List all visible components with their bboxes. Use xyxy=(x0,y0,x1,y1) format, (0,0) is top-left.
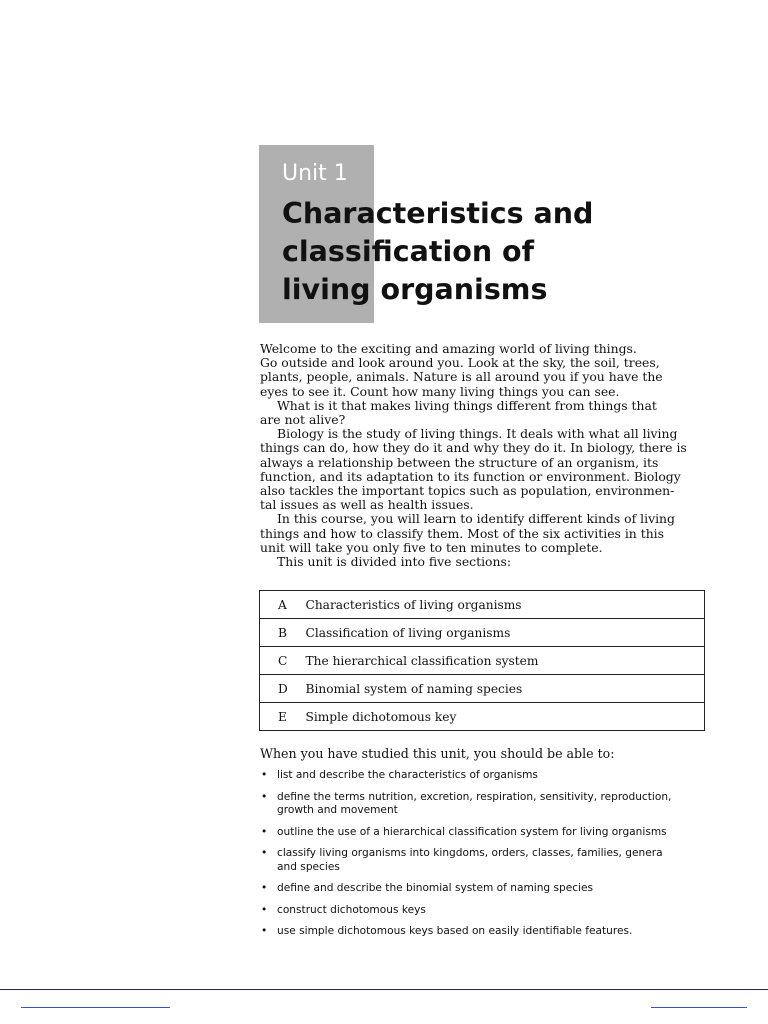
objective-line: growth and movement xyxy=(277,804,398,816)
intro-line: function, and its adaptation to its function or environment. Biology xyxy=(260,468,681,484)
section-title: The hierarchical classification system xyxy=(306,647,705,675)
section-title: Binomial system of naming species xyxy=(306,675,705,703)
intro-line: Biology is the study of living things. It deals with what all living xyxy=(277,426,678,442)
intro-line: tal issues as well as health issues. xyxy=(260,497,474,513)
intro-line: Go outside and look around you. Look at the sky, the soil, trees, xyxy=(260,355,660,371)
objective-item xyxy=(260,925,700,939)
intro-line: plants, people, animals. Nature is all around you if you have the xyxy=(260,369,663,385)
footer-link-left[interactable] xyxy=(21,1007,170,1008)
intro-paragraph xyxy=(260,555,700,569)
objective-line: classify living organisms into kingdoms, orders, classes, families, genera xyxy=(277,847,663,859)
unit-title-line: living organisms xyxy=(282,273,548,306)
intro-line: things and how to classify them. Most of the six activities in this xyxy=(260,525,664,541)
intro-line: In this course, you will learn to identify different kinds of living xyxy=(277,511,675,527)
objective-line: use simple dichotomous keys based on easily identifiable features. xyxy=(277,925,633,937)
intro-line: eyes to see it. Count how many living things you can see. xyxy=(260,383,620,399)
unit-label: Unit 1 xyxy=(282,161,348,186)
intro-line: also tackles the important topics such as population, environmen- xyxy=(260,483,675,499)
sections-table xyxy=(259,590,705,731)
intro-line: Welcome to the exciting and amazing world of living things. xyxy=(260,341,637,356)
unit-title xyxy=(282,195,593,309)
intro-line: things can do, how they do it and why they do it. In biology, there is xyxy=(260,440,687,456)
intro-line: always a relationship between the structure of an organism, its xyxy=(260,454,659,470)
section-letter: B xyxy=(260,619,306,647)
intro-paragraph xyxy=(260,427,700,512)
objective-item xyxy=(260,882,700,896)
objectives-list xyxy=(260,769,700,947)
section-letter: A xyxy=(260,591,306,619)
intro-paragraph xyxy=(260,512,700,555)
objective-line: construct dichotomous keys xyxy=(277,903,426,916)
objective-item xyxy=(260,769,700,783)
intro-paragraph xyxy=(260,399,700,427)
objective-line: list and describe the characteristics of organisms xyxy=(277,769,538,781)
objective-item xyxy=(260,826,700,840)
section-row xyxy=(260,675,705,703)
intro-paragraph xyxy=(260,342,700,399)
intro-line: What is it that makes living things different from things that xyxy=(277,397,657,413)
section-title: Characteristics of living organisms xyxy=(306,591,705,619)
objective-line: outline the use of a hierarchical classification system for living organisms xyxy=(277,825,667,838)
objectives-lead: When you have studied this unit, you should be able to: xyxy=(260,746,615,761)
unit-title-line: classification of xyxy=(282,235,535,268)
unit-title-line: Characteristics and xyxy=(282,197,594,230)
intro-text xyxy=(260,342,700,569)
objective-line: define and describe the binomial system of naming species xyxy=(277,882,594,894)
section-row xyxy=(260,703,705,731)
intro-line: unit will take you only five to ten minutes to complete. xyxy=(260,539,603,555)
objective-item xyxy=(260,847,700,874)
section-letter: D xyxy=(260,675,306,703)
objective-line: define the terms nutrition, excretion, respiration, sensitivity, reproduction, xyxy=(277,790,672,803)
section-row xyxy=(260,619,705,647)
section-title: Simple dichotomous key xyxy=(306,703,705,731)
objective-item xyxy=(260,791,700,818)
section-title: Classification of living organisms xyxy=(306,619,705,647)
objective-item xyxy=(260,904,700,918)
section-row xyxy=(260,647,705,675)
intro-line: are not alive? xyxy=(260,412,346,428)
objective-line: and species xyxy=(277,860,340,873)
footer-link-right[interactable] xyxy=(651,1007,747,1008)
section-letter: C xyxy=(260,647,306,675)
intro-line: This unit is divided into five sections: xyxy=(277,554,512,570)
section-letter: E xyxy=(260,703,306,731)
footer-rule xyxy=(0,989,768,990)
section-row xyxy=(260,591,705,619)
